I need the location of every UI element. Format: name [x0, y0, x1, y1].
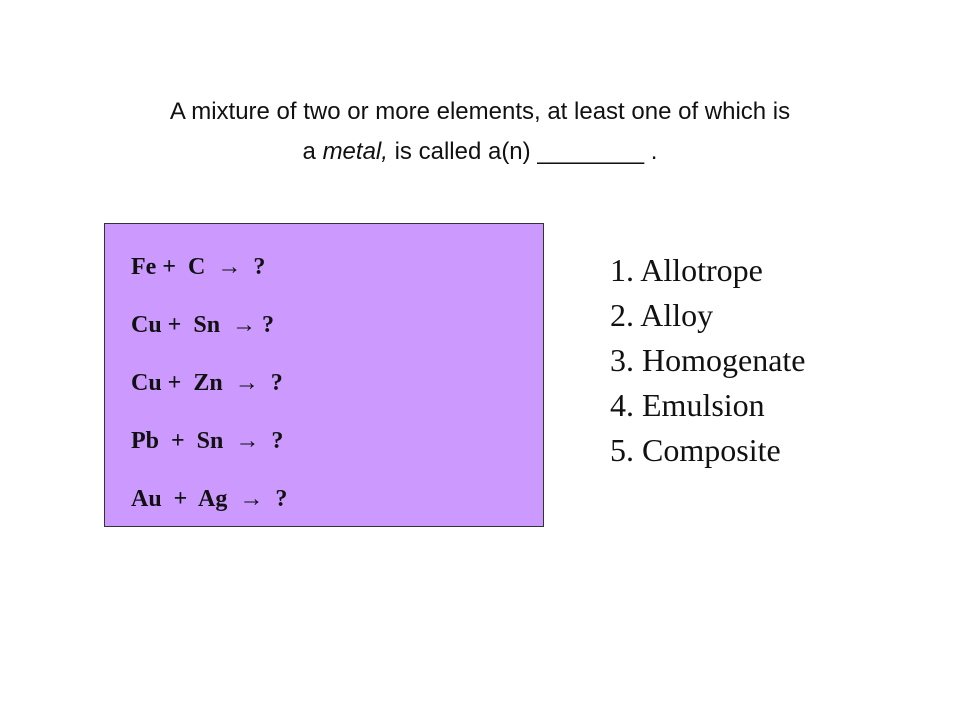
question-line-2: [40, 132, 920, 172]
choice-homogenate: 3. Homogenate: [610, 342, 806, 378]
reactions-box: [104, 223, 544, 527]
choice-alloy: 2. Alloy: [610, 297, 714, 333]
question-emphasis-metal: metal,: [322, 138, 388, 165]
question-line-2-prefix: a: [302, 138, 323, 165]
reaction-cu-sn: Cu + Sn → ?: [131, 312, 275, 338]
reaction-cu-zn: Cu + Zn → ?: [131, 370, 283, 396]
choice-allotrope: 1. Allotrope: [610, 252, 763, 288]
reaction-fe-c: Fe + C → ?: [131, 254, 266, 280]
choice-emulsion: 4. Emulsion: [610, 387, 765, 423]
question-text: [40, 92, 920, 172]
reaction-au-ag: Au + Ag → ?: [131, 486, 288, 512]
choice-composite: 5. Composite: [610, 432, 781, 468]
reaction-pb-sn: Pb + Sn → ?: [131, 428, 284, 454]
question-line-1: A mixture of two or more elements, at least one of which is: [169, 98, 791, 125]
question-line-2-suffix: is called a(n) ________ .: [387, 138, 658, 165]
answer-choices: [610, 248, 806, 473]
